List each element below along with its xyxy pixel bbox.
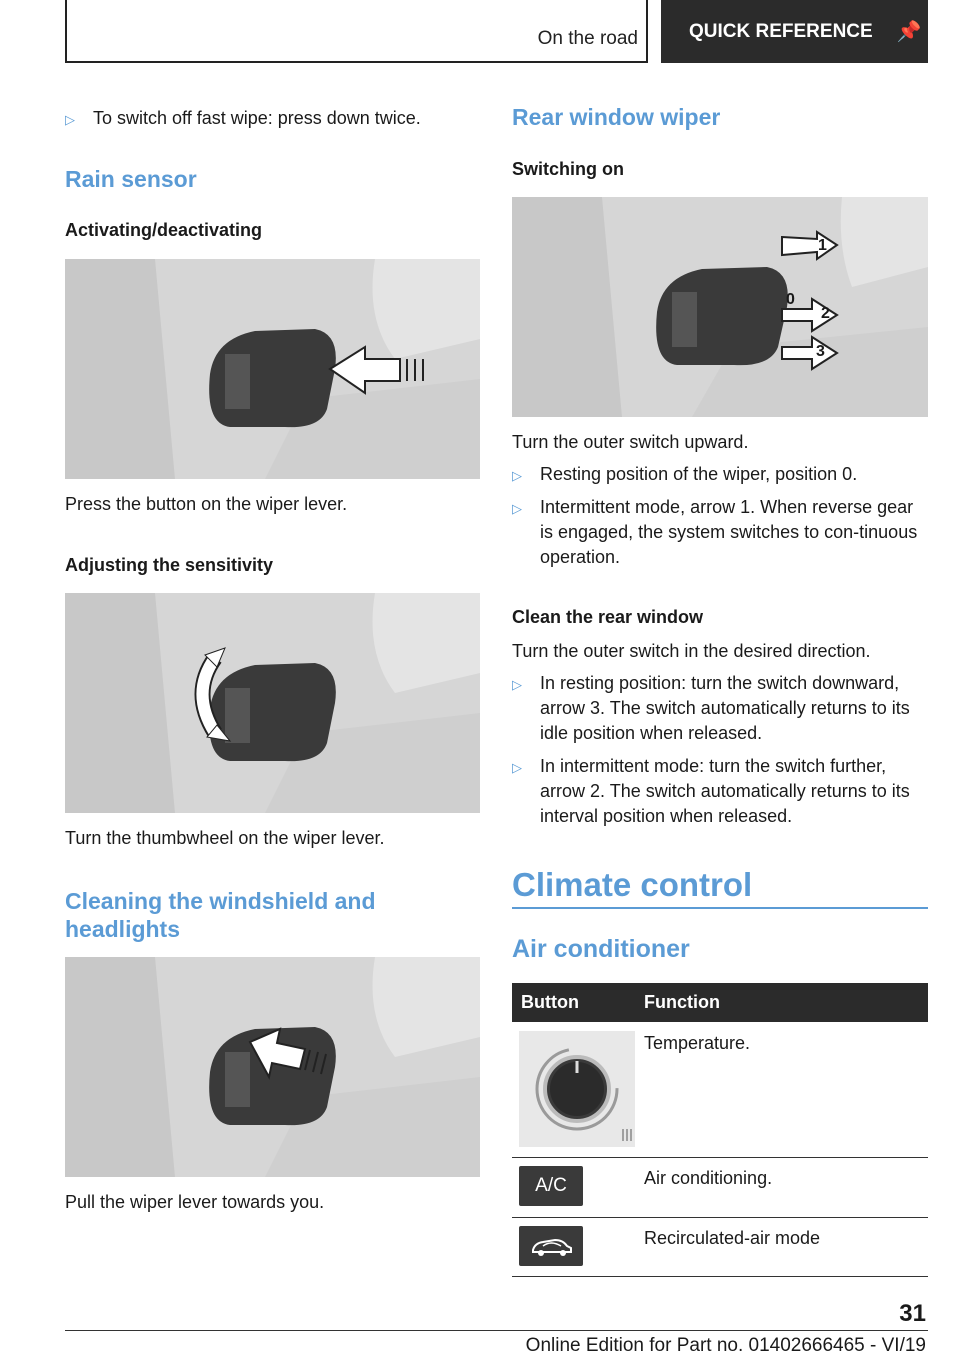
bullet-triangle-icon: ▷: [512, 468, 522, 483]
footer-edition: Online Edition for Part no. 01402666465 - VI/19: [525, 1335, 926, 1356]
col-button-header: Button: [521, 992, 579, 1012]
table-header: [512, 983, 928, 1022]
header-section-title: On the road: [537, 28, 638, 49]
pull-lever-image: [65, 957, 480, 1177]
text-press-button: Press the button on the wiper lever.: [65, 494, 348, 514]
heading-rain-sensor: Rain sensor: [65, 166, 197, 192]
heading-clean-rear: Clean the rear window: [512, 607, 704, 627]
heading-sensitivity: Adjusting the sensitivity: [65, 555, 274, 575]
diagram-label-2: 2: [821, 305, 830, 322]
table-row-divider: [512, 1217, 928, 1218]
bullet-clean-resting: ▷ In resting position: turn the switch downward, arrow 3. The switch automatically returns to its idle position when released.: [512, 671, 928, 746]
bullet-intermittent: ▷ Intermittent mode, arrow 1. When reverse gear is engaged, the system switches to con-tinuous operation.: [512, 495, 928, 570]
function-air-conditioning: Air conditioning.: [644, 1168, 773, 1188]
ac-button-label: A/C: [535, 1175, 567, 1196]
col-function-header: Function: [644, 992, 720, 1012]
bullet-clean-intermittent: ▷ In intermittent mode: turn the switch further, arrow 2. The switch automatically returns to its interval position when released.: [512, 754, 928, 829]
rear-wiper-diagram: [512, 197, 928, 417]
page-number: 31: [899, 1300, 926, 1327]
heading-air-conditioner: Air conditioner: [512, 935, 690, 963]
bullet-triangle-icon: ▷: [512, 501, 522, 516]
thumbwheel-image: [65, 593, 480, 813]
function-recirculated: Recirculated-air mode: [644, 1228, 821, 1248]
ac-button[interactable]: [519, 1166, 583, 1206]
diagram-label-3: 3: [816, 343, 825, 360]
footer-rule: [65, 1330, 928, 1331]
heading-switching-on: Switching on: [512, 159, 624, 179]
function-temperature: Temperature.: [644, 1033, 751, 1053]
text-pull-lever: Pull the wiper lever towards you.: [65, 1192, 325, 1212]
diagram-label-1: 1: [818, 237, 827, 254]
bullet-triangle-icon: ▷: [65, 112, 75, 127]
diagram-label-0: 0: [786, 291, 795, 308]
text-clean-rear: Turn the outer switch in the desired direction.: [512, 641, 871, 661]
text-thumbwheel: Turn the thumbwheel on the wiper lever.: [65, 828, 385, 848]
text-turn-outer: Turn the outer switch upward.: [512, 432, 749, 452]
quick-reference-label: QUICK REFERENCE: [689, 20, 873, 42]
recirculation-car-icon[interactable]: [519, 1226, 583, 1266]
temperature-knob-icon: [519, 1031, 635, 1147]
wiper-lever-button-image: [65, 259, 480, 479]
table-row-divider: [512, 1276, 928, 1277]
heading-climate-control: Climate control: [512, 866, 753, 903]
bullet-resting: ▷ Resting position of the wiper, position 0.: [512, 462, 928, 488]
heading-activating: Activating/deactivating: [65, 220, 263, 240]
bullet-triangle-icon: ▷: [512, 677, 522, 692]
pin-icon: 📌: [896, 21, 922, 43]
climate-rule: [512, 907, 928, 909]
bullet-fast-wipe: ▷ To switch off fast wipe: press down twice.: [65, 106, 480, 132]
heading-cleaning: Cleaning the windshield and headlights: [65, 888, 376, 942]
bullet-triangle-icon: ▷: [512, 760, 522, 775]
heading-rear-wiper: Rear window wiper: [512, 104, 721, 130]
quick-reference-tab[interactable]: [661, 0, 928, 63]
table-row-divider: [512, 1157, 928, 1158]
